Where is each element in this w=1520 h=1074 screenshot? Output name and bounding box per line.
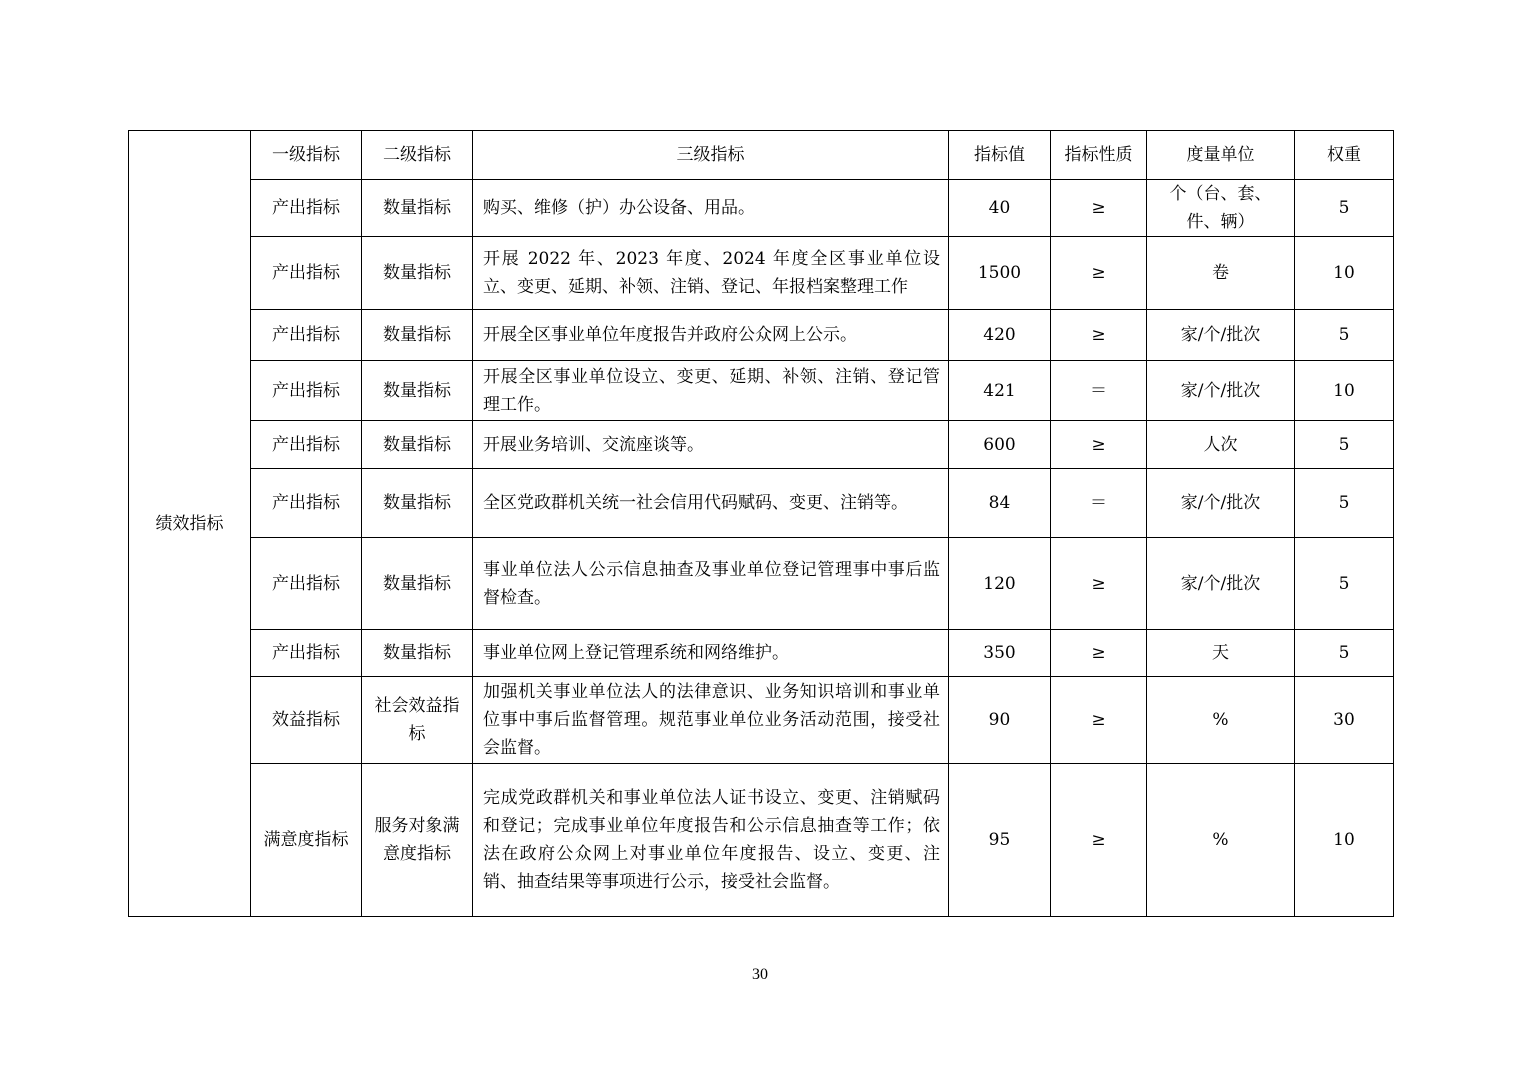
table-row xyxy=(129,538,1394,630)
weight-cell: 5 xyxy=(1295,180,1394,237)
value-cell: 420 xyxy=(949,310,1051,361)
header-level2: 二级指标 xyxy=(362,131,473,180)
header-level1: 一级指标 xyxy=(251,131,362,180)
table-row xyxy=(129,310,1394,361)
level1-cell: 产出指标 xyxy=(251,538,362,630)
nature-cell: ≥ xyxy=(1051,421,1147,469)
weight-cell: 5 xyxy=(1295,310,1394,361)
header-unit: 度量单位 xyxy=(1147,131,1295,180)
nature-cell: ≥ xyxy=(1051,538,1147,630)
group-label-cell: 绩效指标 xyxy=(129,131,251,917)
level3-cell: 开展业务培训、交流座谈等。 xyxy=(473,421,949,469)
level2-cell: 数量指标 xyxy=(362,310,473,361)
weight-cell: 5 xyxy=(1295,630,1394,677)
level3-cell: 完成党政群机关和事业单位法人证书设立、变更、注销赋码和登记；完成事业单位年度报告和公示信息抽查等工作；依法在政府公众网上对事业单位年度报告、设立、变更、注销、抽查结果等事项进行公示，接受社会监督。 xyxy=(473,764,949,917)
table-row xyxy=(129,469,1394,538)
nature-cell: ≥ xyxy=(1051,180,1147,237)
level2-cell: 数量指标 xyxy=(362,421,473,469)
unit-cell: 家/个/批次 xyxy=(1147,361,1295,421)
level3-cell: 开展 2022 年、2023 年度、2024 年度全区事业单位设立、变更、延期、补领、注销、登记、年报档案整理工作 xyxy=(473,237,949,310)
table-row xyxy=(129,677,1394,764)
unit-cell: % xyxy=(1147,764,1295,917)
nature-cell: ≥ xyxy=(1051,677,1147,764)
unit-cell: 天 xyxy=(1147,630,1295,677)
unit-cell: 卷 xyxy=(1147,237,1295,310)
value-cell: 84 xyxy=(949,469,1051,538)
weight-cell: 10 xyxy=(1295,361,1394,421)
level1-cell: 产出指标 xyxy=(251,237,362,310)
nature-cell: ≥ xyxy=(1051,764,1147,917)
level1-cell: 产出指标 xyxy=(251,630,362,677)
weight-cell: 30 xyxy=(1295,677,1394,764)
table-row xyxy=(129,180,1394,237)
value-cell: 120 xyxy=(949,538,1051,630)
header-level3: 三级指标 xyxy=(473,131,949,180)
performance-indicator-table xyxy=(128,130,1394,917)
value-cell: 40 xyxy=(949,180,1051,237)
value-cell: 600 xyxy=(949,421,1051,469)
weight-cell: 5 xyxy=(1295,469,1394,538)
level3-cell: 购买、维修（护）办公设备、用品。 xyxy=(473,180,949,237)
level3-cell: 开展全区事业单位设立、变更、延期、补领、注销、登记管理工作。 xyxy=(473,361,949,421)
level2-cell: 社会效益指标 xyxy=(362,677,473,764)
value-cell: 421 xyxy=(949,361,1051,421)
value-cell: 1500 xyxy=(949,237,1051,310)
page-number: 30 xyxy=(752,966,768,983)
table-row xyxy=(129,421,1394,469)
level3-cell: 事业单位法人公示信息抽查及事业单位登记管理事中事后监督检查。 xyxy=(473,538,949,630)
level1-cell: 产出指标 xyxy=(251,421,362,469)
unit-cell: 家/个/批次 xyxy=(1147,538,1295,630)
level1-cell: 产出指标 xyxy=(251,469,362,538)
header-nature: 指标性质 xyxy=(1051,131,1147,180)
level2-cell: 数量指标 xyxy=(362,361,473,421)
level3-cell: 事业单位网上登记管理系统和网络维护。 xyxy=(473,630,949,677)
level2-cell: 数量指标 xyxy=(362,630,473,677)
header-row xyxy=(129,131,1394,180)
weight-cell: 5 xyxy=(1295,538,1394,630)
nature-cell: ≥ xyxy=(1051,310,1147,361)
value-cell: 350 xyxy=(949,630,1051,677)
nature-cell: ＝ xyxy=(1051,361,1147,421)
level2-cell: 服务对象满意度指标 xyxy=(362,764,473,917)
level1-cell: 效益指标 xyxy=(251,677,362,764)
level2-cell: 数量指标 xyxy=(362,469,473,538)
table-row xyxy=(129,764,1394,917)
value-cell: 90 xyxy=(949,677,1051,764)
level1-cell: 产出指标 xyxy=(251,180,362,237)
level1-cell: 满意度指标 xyxy=(251,764,362,917)
level1-cell: 产出指标 xyxy=(251,361,362,421)
weight-cell: 5 xyxy=(1295,421,1394,469)
level1-cell: 产出指标 xyxy=(251,310,362,361)
level3-cell: 开展全区事业单位年度报告并政府公众网上公示。 xyxy=(473,310,949,361)
nature-cell: ≥ xyxy=(1051,237,1147,310)
table-row xyxy=(129,237,1394,310)
table-row xyxy=(129,361,1394,421)
level2-cell: 数量指标 xyxy=(362,237,473,310)
header-value: 指标值 xyxy=(949,131,1051,180)
unit-cell: 家/个/批次 xyxy=(1147,310,1295,361)
level2-cell: 数量指标 xyxy=(362,180,473,237)
weight-cell: 10 xyxy=(1295,237,1394,310)
level3-cell: 全区党政群机关统一社会信用代码赋码、变更、注销等。 xyxy=(473,469,949,538)
level3-cell: 加强机关事业单位法人的法律意识、业务知识培训和事业单位事中事后监督管理。规范事业单位业务活动范围，接受社会监督。 xyxy=(473,677,949,764)
level2-cell: 数量指标 xyxy=(362,538,473,630)
nature-cell: ≥ xyxy=(1051,630,1147,677)
unit-cell: 家/个/批次 xyxy=(1147,469,1295,538)
value-cell: 95 xyxy=(949,764,1051,917)
unit-cell: 人次 xyxy=(1147,421,1295,469)
table-row xyxy=(129,630,1394,677)
nature-cell: ＝ xyxy=(1051,469,1147,538)
unit-cell: % xyxy=(1147,677,1295,764)
header-weight: 权重 xyxy=(1295,131,1394,180)
unit-cell: 个（台、套、件、辆） xyxy=(1147,180,1295,237)
weight-cell: 10 xyxy=(1295,764,1394,917)
